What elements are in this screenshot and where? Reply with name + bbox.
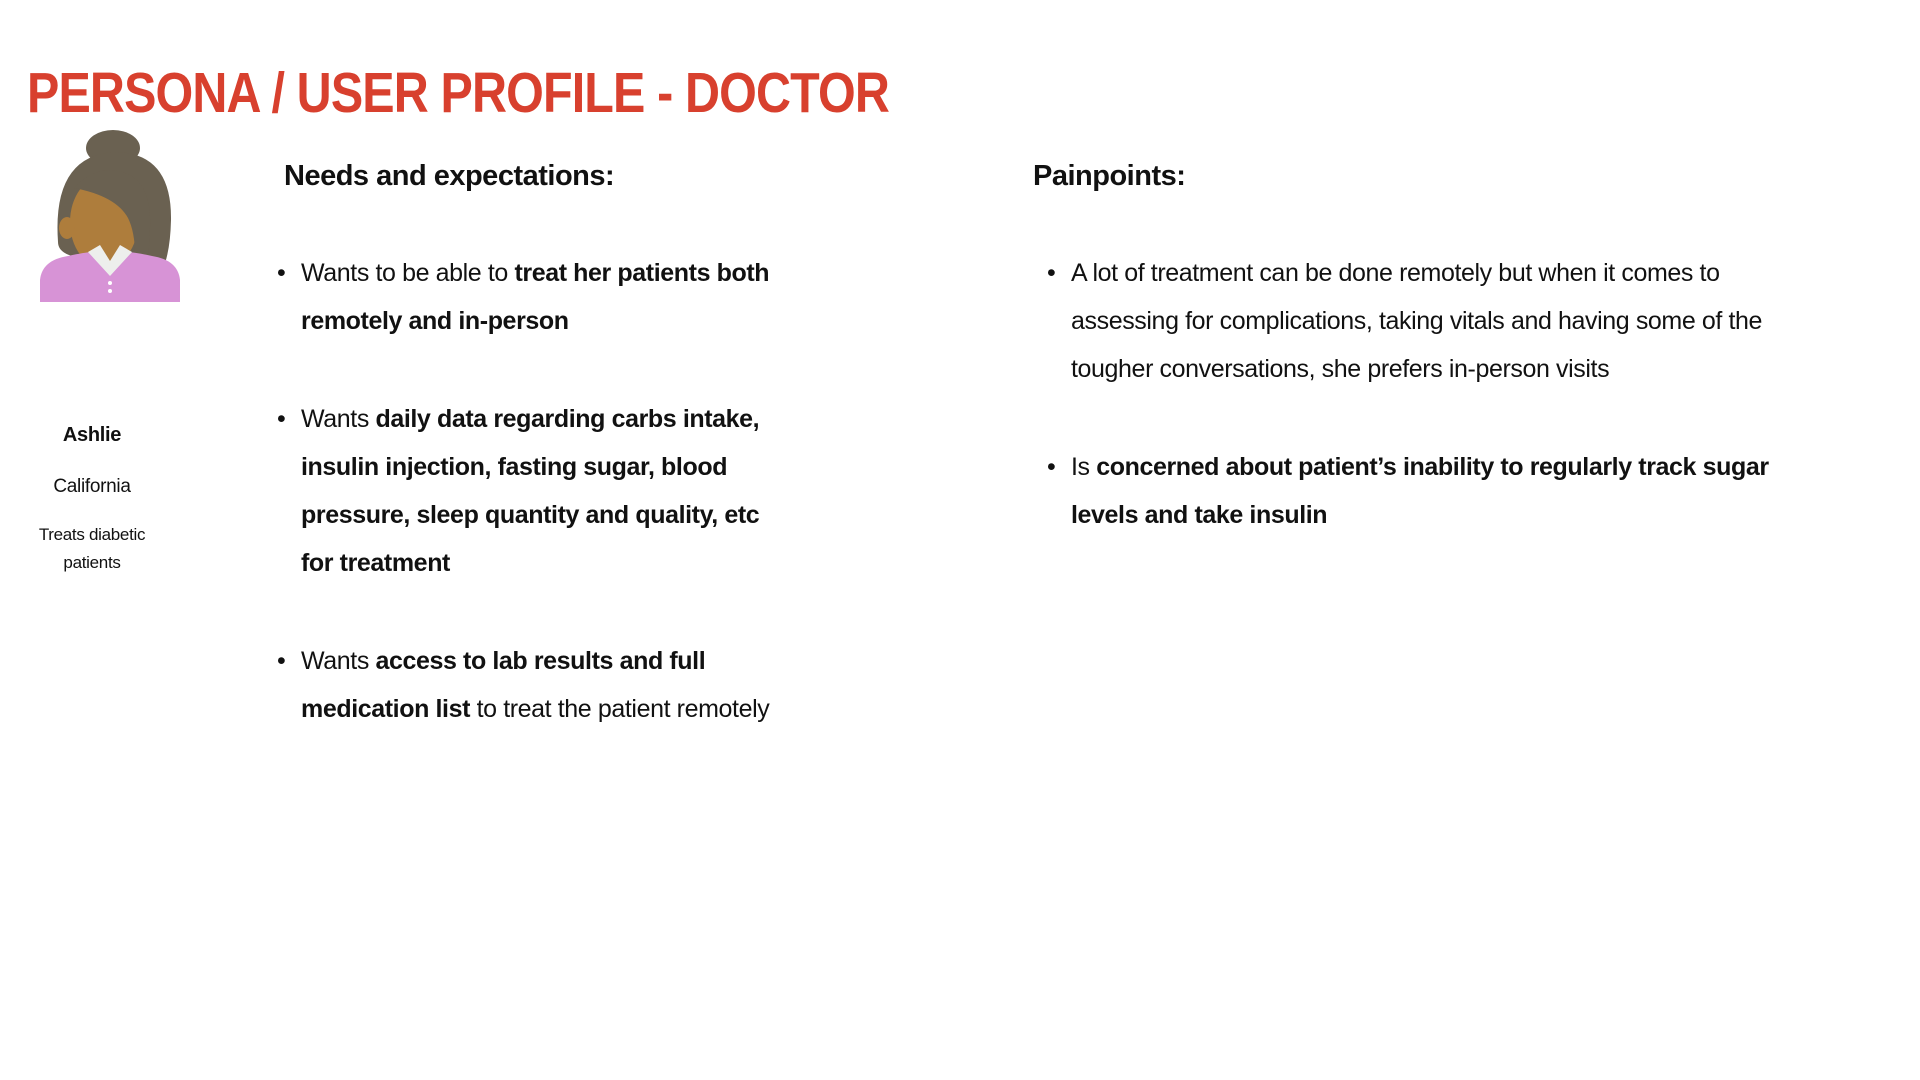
needs-item-text: to treat the patient remotely bbox=[470, 695, 770, 723]
needs-item bbox=[277, 637, 782, 733]
painpoints-item-text-bold: concerned about patient’s inability to regularly track sugar levels and take insulin bbox=[1071, 453, 1769, 529]
needs-item-text-bold: access to lab results and full medication list bbox=[301, 647, 706, 723]
woman-with-bun-avatar-icon bbox=[38, 124, 183, 302]
persona-avatar bbox=[38, 124, 183, 302]
painpoints-item-text: Is bbox=[1071, 453, 1097, 481]
persona-name: Ashlie bbox=[62, 424, 122, 446]
persona-role: Treats diabetic patients bbox=[38, 525, 146, 572]
painpoints-item-text: A lot of treatment can be done remotely but when it comes to assessing for complications, taking vitals and having some of the tougher conversations, she prefers in-person visits bbox=[1071, 259, 1763, 383]
needs-item bbox=[277, 249, 782, 345]
painpoints-section bbox=[1033, 160, 1778, 539]
needs-item-text: Wants bbox=[301, 647, 376, 675]
needs-heading: Needs and expectations: bbox=[284, 160, 615, 192]
needs-section bbox=[277, 160, 782, 733]
painpoints-item bbox=[1047, 249, 1778, 393]
painpoints-heading: Painpoints: bbox=[1033, 160, 1186, 192]
needs-item-text-bold: daily data regarding carbs intake, insulin injection, fasting sugar, blood pressure, sleep quantity and quality, etc for treatment bbox=[301, 405, 760, 577]
painpoints-item bbox=[1047, 443, 1778, 539]
painpoints-list bbox=[1047, 249, 1778, 539]
needs-list bbox=[277, 249, 782, 733]
persona-location: California bbox=[53, 476, 131, 497]
needs-item-text: Wants bbox=[301, 405, 376, 433]
needs-item-text: Wants to be able to bbox=[301, 259, 515, 287]
needs-item bbox=[277, 395, 782, 587]
page-title: PERSONA / USER PROFILE - DOCTOR bbox=[27, 61, 889, 126]
needs-item-text-bold: treat her patients both remotely and in-person bbox=[301, 259, 770, 335]
